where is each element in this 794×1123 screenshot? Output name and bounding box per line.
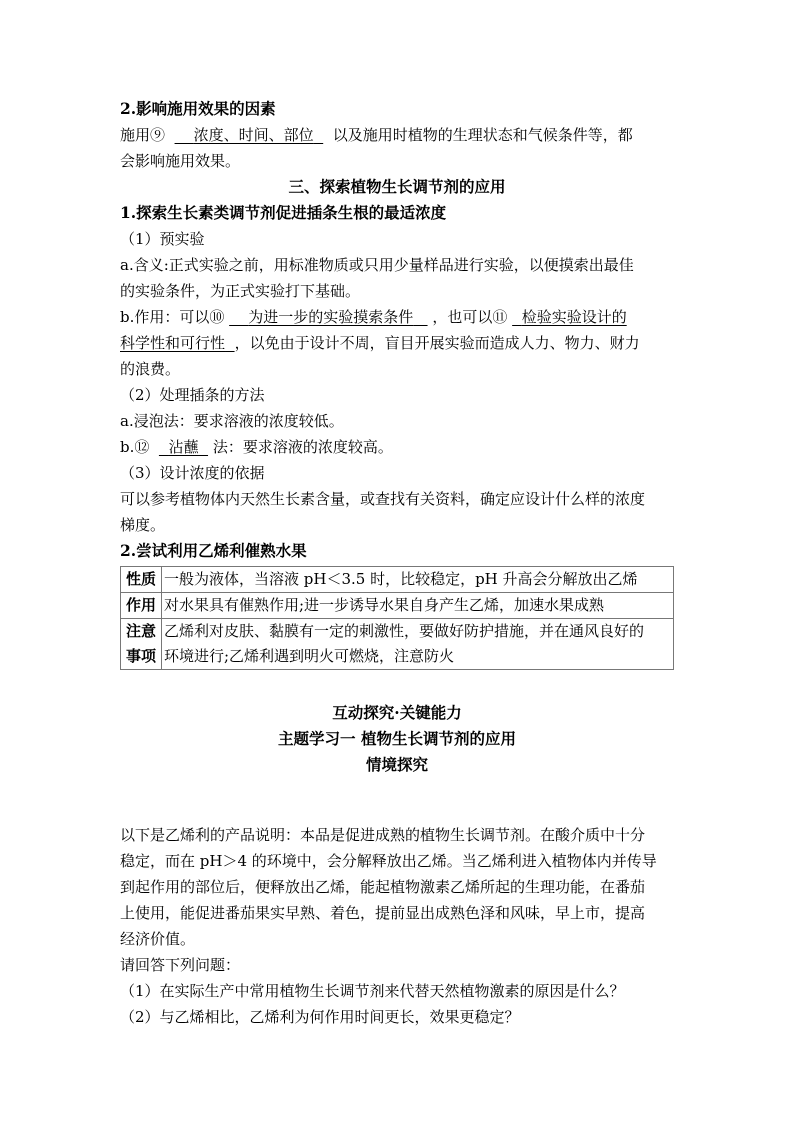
dip-method: b.⑫ 沾蘸 法：要求溶液的浓度较高。 (120, 434, 674, 460)
definition-line-2: 的实验条件，为正式实验打下基础。 (120, 282, 361, 300)
function-line-2: 科学性和可行性 ，以免由于设计不周，盲目开展实验而造成人力、物力、财力 (120, 330, 674, 356)
factors-line-1 (120, 122, 674, 148)
pre-experiment-title: （1）预实验 (120, 230, 205, 248)
concentration-basis-title: （3）设计浓度的依据 (120, 464, 265, 482)
table-row (121, 619, 674, 670)
answer-blank-11a: 检验实验设计的 (521, 308, 627, 326)
subsection-heading-2: 2.尝试利用乙烯利催熟水果 (120, 541, 307, 560)
row-value-property: 一般为液体，当溶液 pH＜3.5 时，比较稳定，pH 升高会分解放出乙烯 (162, 567, 674, 593)
question-prompt: 请回答下列问题： (120, 956, 241, 974)
scenario-para-line: 到起作用的部位后，便释放出乙烯，能起植物激素乙烯所起的生理功能，在番茄 (120, 878, 646, 896)
answer-blank-9: 浓度、时间、部位 (193, 126, 314, 144)
scenario-title: 情境探究 (365, 755, 428, 774)
cutting-methods-title: （2）处理插条的方法 (120, 386, 265, 404)
table-row (121, 567, 674, 593)
scenario-para-line: 以下是乙烯利的产品说明：本品是促进成熟的植物生长调节剂。在酸介质中十分 (120, 826, 646, 844)
row-header-caution: 注意 事项 (121, 619, 162, 670)
document-content (120, 96, 674, 1030)
subsection-heading-1: 1.探索生长素类调节剂促进插条生根的最适浓度 (120, 203, 447, 222)
function-line-3: 的浪费。 (120, 360, 181, 378)
question-2: （2）与乙烯相比，乙烯利为何作用时间更长，效果更稳定？ (120, 1008, 520, 1026)
concentration-basis-line-2: 梯度。 (120, 516, 166, 534)
topic-title: 主题学习一 植物生长调节剂的应用 (278, 729, 516, 748)
section-heading-factors: 2.影响施用效果的因素 (120, 99, 276, 118)
scenario-para-line: 上使用，能促进番茄果实早熟、着色，提前显出成熟色泽和风味，早上市，提高 (120, 904, 646, 922)
interactive-title: 互动探究·关键能力 (332, 703, 462, 722)
concentration-basis-line-1: 可以参考植物体内天然生长素含量，或查找有关资料，确定应设计什么样的浓度 (120, 490, 646, 508)
answer-blank-12: 沾蘸 (168, 438, 199, 456)
soak-method: a.浸泡法：要求溶液的浓度较低。 (120, 412, 344, 430)
table-row (121, 593, 674, 619)
factors-line-2: 会影响施用效果。 (120, 152, 241, 170)
answer-blank-10: 为进一步的实验摸索条件 (248, 308, 414, 326)
row-header-effect: 作用 (121, 593, 162, 619)
answer-blank-11b: 科学性和可行性 (120, 334, 226, 352)
row-value-caution: 乙烯利对皮肤、黏膜有一定的刺激性，要做好防护措施，并在通风良好的 环境进行;乙烯利遇到明火可燃烧，注意防火 (162, 619, 674, 670)
definition-line-1: a.含义:正式实验之前，用标准物质或只用少量样品进行实验，以便摸索出最佳 (120, 256, 634, 274)
factors-prefix: 施用⑨ (120, 126, 166, 144)
ethephon-properties-table (120, 566, 674, 670)
section-title-three: 三、探索植物生长调节剂的应用 (288, 177, 506, 196)
question-1: （1）在实际生产中常用植物生长调节剂来代替天然植物激素的原因是什么？ (120, 982, 625, 1000)
function-line-1: b.作用：可以⑩ 为进一步的实验摸索条件 ，也可以⑪ 检验实验设计的 (120, 304, 674, 330)
scenario-para-line: 稳定，而在 pH＞4 的环境中，会分解释放出乙烯。当乙烯利进入植物体内并传导 (120, 852, 657, 870)
row-value-effect: 对水果具有催熟作用;进一步诱导水果自身产生乙烯，加速水果成熟 (162, 593, 674, 619)
factors-suffix: 以及施用时植物的生理状态和气候条件等，都 (332, 126, 633, 144)
row-header-property: 性质 (121, 567, 162, 593)
scenario-para-line: 经济价值。 (120, 930, 196, 948)
